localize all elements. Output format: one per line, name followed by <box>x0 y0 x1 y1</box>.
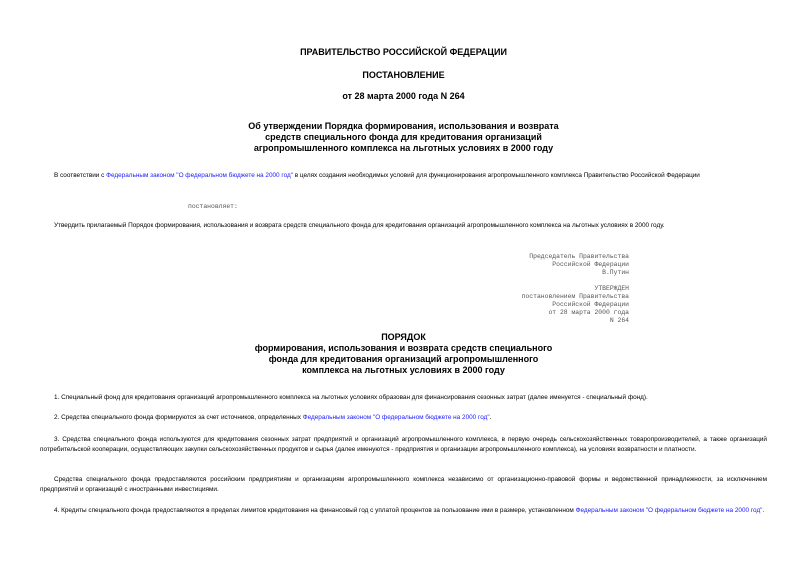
approval-stamp: УТВЕРЖДЕН постановлением Правительства Российской Федерации от 28 марта 2000 года N 264 <box>521 285 629 324</box>
org-heading: ПРАВИТЕЛЬСТВО РОССИЙСКОЙ ФЕДЕРАЦИИ <box>300 47 507 57</box>
preamble-paragraph: В соответствии с Федеральным законом "О федеральном бюджете на 2000 год" в целях создания необходимых условий для функционирования агропромышленного комплекса Правительство Российской Федерации <box>54 172 700 179</box>
order-paragraph-3b: Средства специального фонда предоставляются российским предприятиям и организациям агропромышленного комплекса независимо от организационно-правовой формы и ведомственной принадлежности, за исключением предприятий и организаций с иностранными инвестициями. <box>40 476 767 493</box>
doc-type: ПОСТАНОВЛЕНИЕ <box>362 70 445 80</box>
decree-word: постановляет: <box>188 203 238 210</box>
order-paragraph-1: 1. Специальный фонд для кредитования организаций агропромышленного комплекса на льготных условиях образован для финансирования сезонных затрат (далее именуется - специальный фонд). <box>54 394 648 401</box>
federal-law-link[interactable]: Федеральным законом "О федеральном бюджете на 2000 год" <box>575 507 763 514</box>
order-heading: ПОРЯДОК <box>381 332 426 342</box>
order-paragraph-4: 4. Кредиты специального фонда предоставляются в пределах лимитов кредитования на финансовый год с уплатой процентов за пользование ими в размере, установленном Федеральным законом "О федеральном бюджете на 2000 год". <box>54 507 765 514</box>
federal-law-link[interactable]: Федеральным законом "О федеральном бюджете на 2000 год" <box>106 172 293 179</box>
signature-block: Председатель Правительства Российской Федерации В.Путин <box>529 253 629 276</box>
order-paragraph-2: 2. Средства специального фонда формируются за счет источников, определенных Федеральным законом "О федеральном бюджете на 2000 год". <box>54 414 492 421</box>
approve-paragraph: Утвердить прилагаемый Порядок формирования, использования и возврата средств специального фонда для кредитования организаций агропромышленного комплекса на льготных условиях в 2000 году. <box>54 222 665 229</box>
doc-date-number: от 28 марта 2000 года N 264 <box>342 91 465 101</box>
order-paragraph-3: 3. Средства специального фонда используются для кредитования сезонных затрат предприятий и организаций агропромышленного комплекса, в первую очередь сельскохозяйственных товаропроизводителей, а также организаций потребительской кооперации, осуществляющих закупки сельскохозяйственных продуктов и сырья (далее именуются - предприятия и организации агропромышленного комплекса), на условиях возвратности и платности. <box>40 436 767 453</box>
order-subtitle: формирования, использования и возврата средств специального фонда для кредитования организаций агропромышленного комплекса на льготных условиях в 2000 году <box>254 343 553 375</box>
federal-law-link[interactable]: Федеральным законом "О федеральном бюджете на 2000 год" <box>302 414 490 421</box>
document-title: Об утверждении Порядка формирования, использования и возврата средств специального фонда для кредитования организаций агропромышленного комплекса на льготных условиях в 2000 году <box>248 121 559 153</box>
